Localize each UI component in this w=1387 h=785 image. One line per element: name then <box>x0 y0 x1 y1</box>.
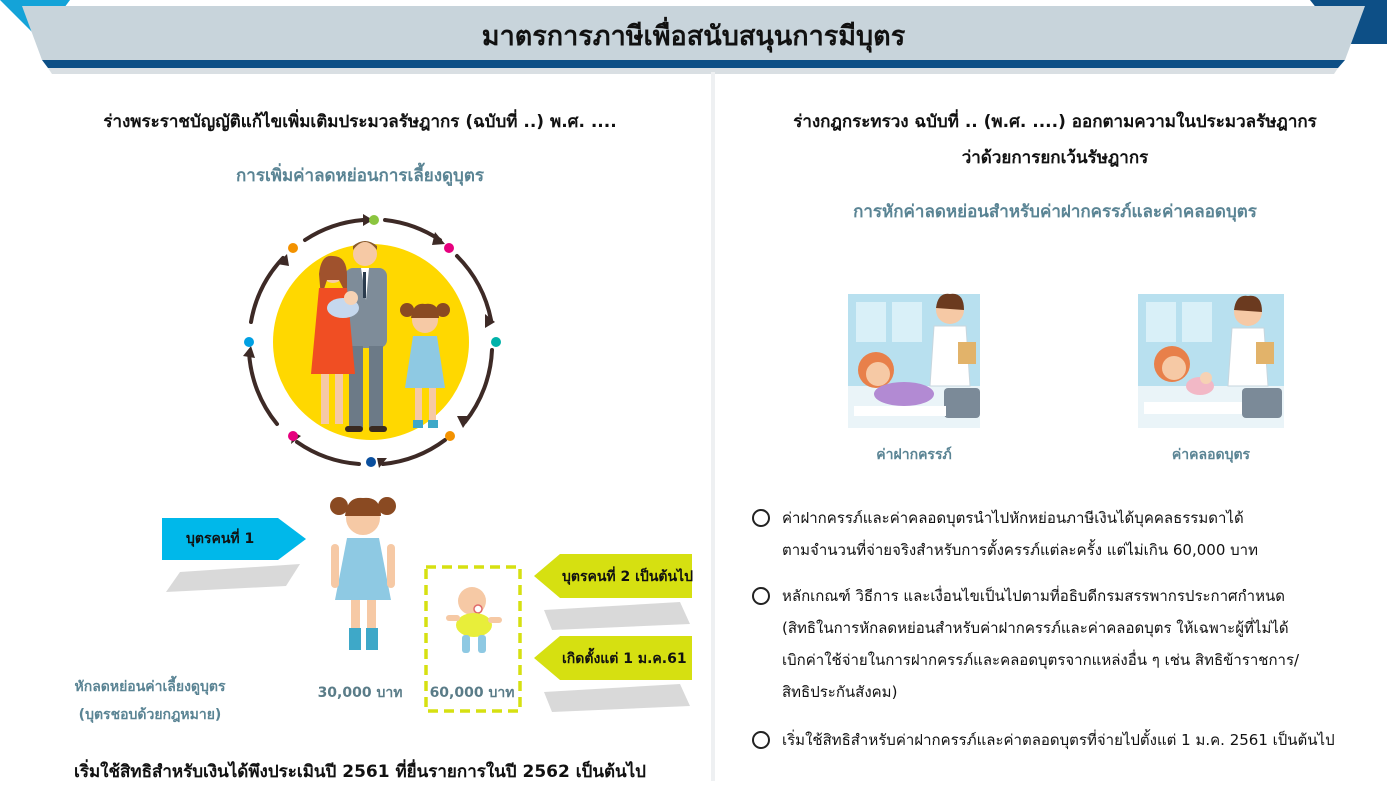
second-child-tag <box>530 550 698 634</box>
page-title: มาตรการภาษีเพื่อสนับสนุนการมีบุตร <box>481 21 906 52</box>
ring-dot <box>445 431 455 441</box>
first-child-label: บุตรคนที่ 1 <box>186 531 255 547</box>
amount-first-child: 30,000 บาท <box>317 685 403 701</box>
ring-dot <box>491 337 501 347</box>
delivery-image <box>1138 290 1284 428</box>
amount-second-child: 60,000 บาท <box>429 685 515 701</box>
born-since-label: เกิดตั้งแต่ 1 ม.ค.61 <box>562 651 687 667</box>
bullet-line: (สิทธิในการหักลดหย่อนสำหรับค่าฝากครรภ์และค่าคลอดบุตร ให้เฉพาะผู้ที่ไม่ได้ <box>782 619 1289 637</box>
left-subheading: การเพิ่มค่าลดหย่อนการเลี้ยงดูบุตร <box>235 166 485 186</box>
delivery-caption: ค่าคลอดบุตร <box>1171 447 1251 463</box>
first-child-tag <box>160 514 310 594</box>
prenatal-caption: ค่าฝากครรภ์ <box>876 447 952 463</box>
bullet-line: ค่าฝากครรภ์และค่าคลอดบุตรนำไปหักหย่อนภาษีเงินได้บุคคลธรรมดาได้ <box>782 509 1244 527</box>
born-since-tag <box>530 632 698 716</box>
baby-figure <box>446 587 502 653</box>
right-heading-line1: ร่างกฎกระทรวง ฉบับที่ .. (พ.ศ. ....) ออกตามความในประมวลรัษฎากร <box>793 112 1317 132</box>
ring-dot <box>244 337 254 347</box>
ring-dot <box>369 215 379 225</box>
title-banner <box>0 0 1387 80</box>
bullet-line: เริ่มใช้สิทธิสำหรับค่าฝากครรภ์และค่าตลอดบุตรที่จ่ายไปตั้งแต่ 1 ม.ค. 2561 เป็นต้นไป <box>782 731 1335 749</box>
ring-dot <box>444 243 454 253</box>
deduction-caption-note: (บุตรชอบด้วยกฎหมาย) <box>78 707 222 723</box>
left-heading: ร่างพระราชบัญญัติแก้ไขเพิ่มเติมประมวลรัษฎากร (ฉบับที่ ..) พ.ศ. .... <box>103 112 617 132</box>
ring-dot <box>288 431 298 441</box>
bullet-line: หลักเกณฑ์ วิธีการ และเงื่อนไขเป็นไปตามที่อธิบดีกรมสรรพากรประกาศกำหนด <box>782 587 1285 605</box>
bullet-circle-icon <box>752 509 770 527</box>
prenatal-care-image <box>848 290 980 428</box>
ring-dot <box>288 243 298 253</box>
left-footer-note: เริ่มใช้สิทธิสำหรับเงินได้พึงประเมินปี 2561 ที่ยื่นรายการในปี 2562 เป็นต้นไป <box>74 762 646 782</box>
bullet-line: เบิกค่าใช้จ่ายในการฝากครรภ์และคลอดบุตรจากแหล่งอื่น ๆ เช่น สิทธิข้าราชการ/ <box>782 651 1300 669</box>
ring-dot <box>366 457 376 467</box>
right-subheading: การหักค่าลดหย่อนสำหรับค่าฝากครรภ์และค่าคลอดบุตร <box>853 202 1257 222</box>
column-divider <box>711 72 715 781</box>
deduction-caption: หักลดหย่อนค่าเลี้ยงดูบุตร <box>74 679 226 695</box>
banner-dark-band <box>42 60 1345 68</box>
right-heading-line2: ว่าด้วยการยกเว้นรัษฎากร <box>961 148 1149 168</box>
family-illustration <box>235 210 507 474</box>
bullet-circle-icon <box>752 731 770 749</box>
first-child-figure <box>325 488 401 660</box>
bullet-line: ตามจำนวนที่จ่ายจริงสำหรับการตั้งครรภ์แต่ละครั้ง แต่ไม่เกิน 60,000 บาท <box>782 541 1258 559</box>
second-child-label: บุตรคนที่ 2 เป็นต้นไป <box>562 569 693 585</box>
bullet-circle-icon <box>752 587 770 605</box>
bullet-line: สิทธิประกันสังคม) <box>782 683 898 701</box>
